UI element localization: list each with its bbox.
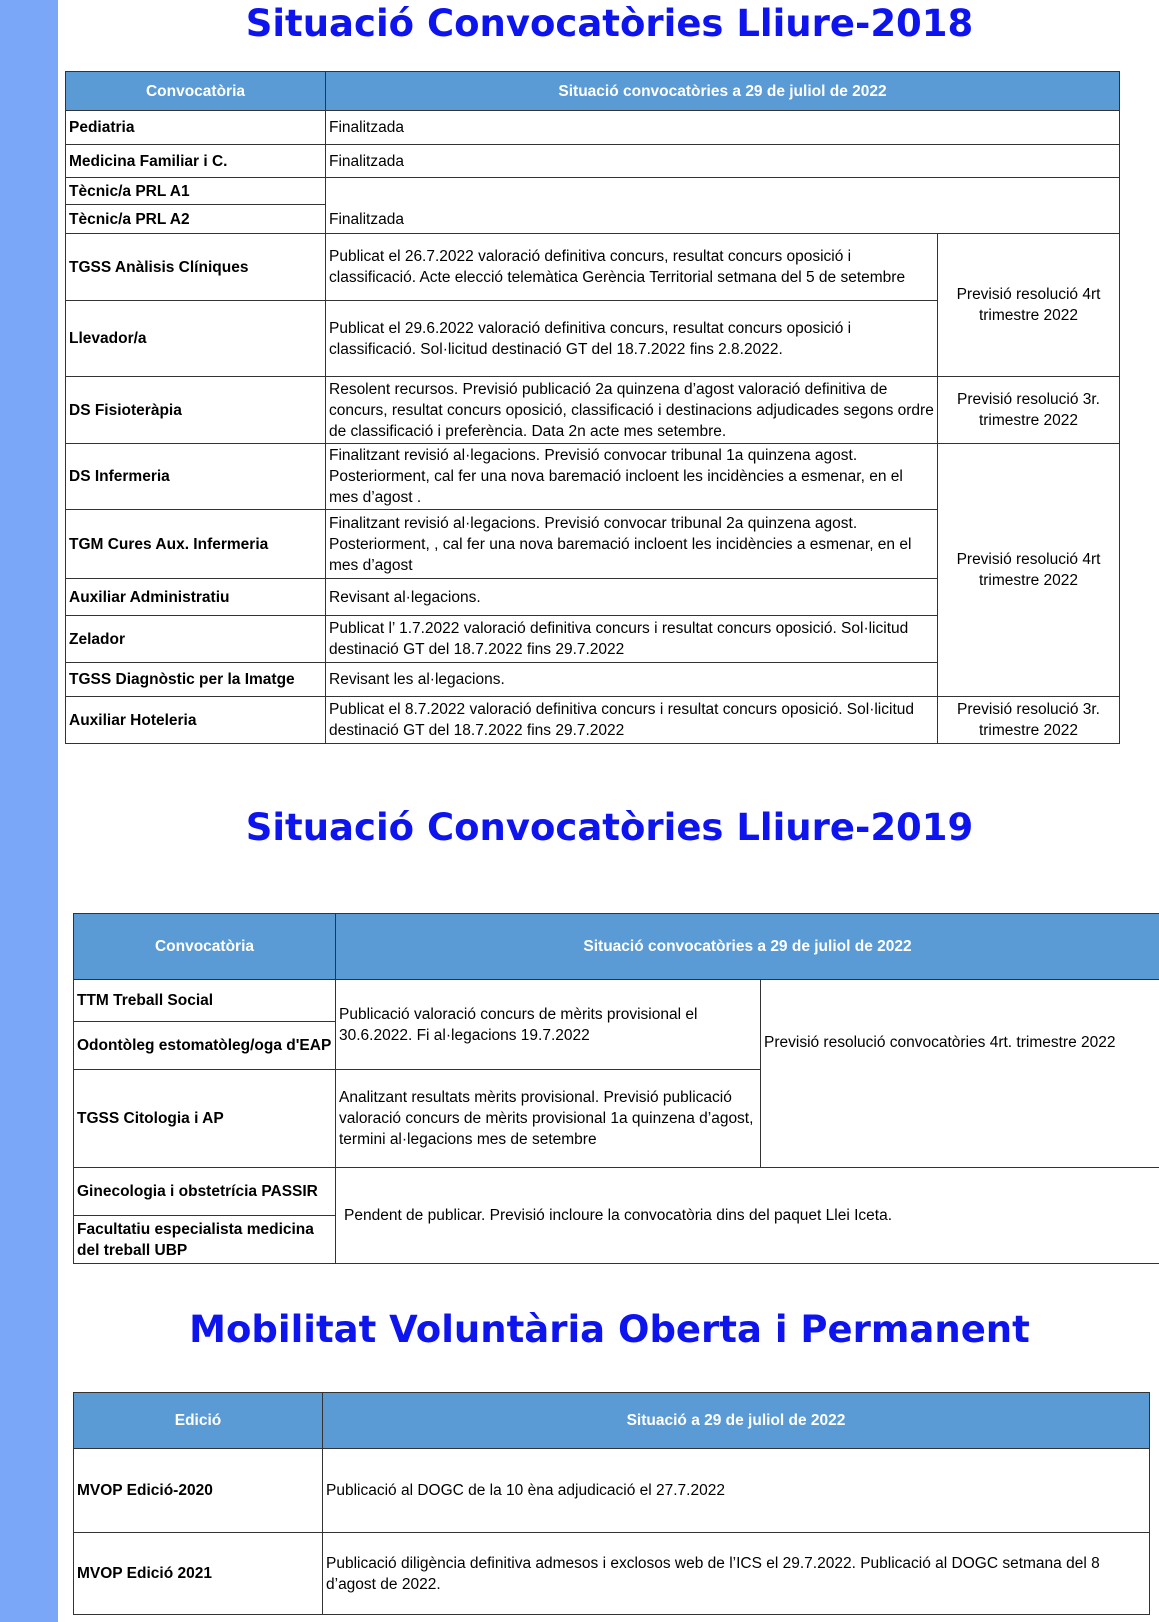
row-name: Facultatiu especialista medicina del treball UBP	[74, 1216, 336, 1264]
row-name: TGSS Anàlisis Clíniques	[66, 234, 326, 301]
row-status: Publicat el 26.7.2022 valoració definitiva concurs, resultat concurs oposició i classificació. Acte elecció telemàtica Gerència Territorial setmana del 5 de setembre	[326, 234, 938, 301]
header-edicio: Edició	[74, 1393, 323, 1449]
header-convocatoria: Convocatòria	[66, 72, 326, 111]
left-sidebar-band	[0, 0, 58, 1622]
table-header	[74, 914, 1159, 980]
row-name: Auxiliar Administratiu	[66, 579, 326, 616]
row-name: TGSS Diagnòstic per la Imatge	[66, 663, 326, 697]
row-status: Pendent de publicar. Previsió incloure la convocatòria dins del paquet Llei Iceta.	[336, 1168, 1159, 1264]
row-name: Ginecologia i obstetrícia PASSIR	[74, 1168, 336, 1216]
table-row	[74, 980, 1159, 1022]
forecast-cell: Previsió resolució 4rt trimestre 2022	[938, 444, 1120, 697]
table-row	[66, 444, 1120, 510]
header-situacio: Situació convocatòries a 29 de juliol de 2022	[326, 72, 1120, 111]
table-mvop	[73, 1392, 1150, 1615]
forecast-cell: Previsió resolució convocatòries 4rt. trimestre 2022	[761, 980, 1159, 1168]
forecast-cell: Previsió resolució 3r. trimestre 2022	[938, 377, 1120, 444]
row-status: Finalitzant revisió al·legacions. Previsió convocar tribunal 1a quinzena agost. Posteriorment, cal fer una nova baremació incloent les incidències a esmenar, en el mes d’agost .	[326, 444, 938, 510]
row-status: Revisant al·legacions.	[326, 579, 938, 616]
row-name: Tècnic/a PRL A1	[66, 178, 326, 205]
row-status: Publicat el 29.6.2022 valoració definitiva concurs, resultat concurs oposició i classificació. Sol·licitud destinació GT del 18.7.2022 fins 2.8.2022.	[326, 301, 938, 377]
row-name: Odontòleg estomatòleg/oga d'EAP	[74, 1022, 336, 1070]
table-2018	[65, 71, 1120, 744]
row-status: Publicat el 8.7.2022 valoració definitiva concurs i resultat concurs oposició. Sol·licitud destinació GT del 18.7.2022 fins 29.7.2022	[326, 697, 938, 744]
header-convocatoria: Convocatòria	[74, 914, 336, 980]
table-row	[66, 178, 1120, 205]
table-row	[66, 111, 1120, 145]
row-status: Analitzant resultats mèrits provisional. Previsió publicació valoració concurs de mèrits provisional 1a quinzena d’agost, termini al·legacions mes de setembre	[336, 1070, 761, 1168]
table-row	[66, 377, 1120, 444]
section-title-2018: Situació Convocatòries Lliure-2018	[245, 2, 974, 45]
row-name: Zelador	[66, 616, 326, 663]
row-name: Auxiliar Hoteleria	[66, 697, 326, 744]
row-name: Pediatria	[66, 111, 326, 145]
forecast-cell: Previsió resolució 3r. trimestre 2022	[938, 697, 1120, 744]
row-status: Finalitzada	[326, 111, 1120, 145]
row-status: Revisant les al·legacions.	[326, 663, 938, 697]
table-row	[66, 234, 1120, 301]
row-status: Publicació valoració concurs de mèrits provisional el 30.6.2022. Fi al·legacions 19.7.2022	[336, 980, 761, 1070]
table-header	[74, 1393, 1150, 1449]
row-status: Publicat l’ 1.7.2022 valoració definitiva concurs i resultat concurs oposició. Sol·licitud destinació GT del 18.7.2022 fins 29.7.2022	[326, 616, 938, 663]
forecast-cell: Previsió resolució 4rt trimestre 2022	[938, 234, 1120, 377]
row-status: Finalitzant revisió al·legacions. Previsió convocar tribunal 2a quinzena agost. Posteriorment, , cal fer una nova baremació incloent les incidències a esmenar, en el mes d’agost	[326, 510, 938, 579]
row-name: DS Infermeria	[66, 444, 326, 510]
table-header	[66, 72, 1120, 111]
table-2019	[73, 913, 1159, 1264]
row-status: Publicació diligència definitiva admesos i exclosos web de l’ICS el 29.7.2022. Publicació al DOGC setmana del 8 d’agost de 2022.	[323, 1533, 1150, 1615]
section-title-mvop: Mobilitat Voluntària Oberta i Permanent	[189, 1308, 1030, 1351]
row-name: DS Fisioteràpia	[66, 377, 326, 444]
table-row	[74, 1533, 1150, 1615]
row-status: Finalitzada	[326, 178, 1120, 234]
row-name: Tècnic/a PRL A2	[66, 205, 326, 234]
row-name: TGM Cures Aux. Infermeria	[66, 510, 326, 579]
row-name: TTM Treball Social	[74, 980, 336, 1022]
row-status: Resolent recursos. Previsió publicació 2a quinzena d’agost valoració definitiva de concurs, resultat concurs oposició, classificació i destinacions adjudicades segons ordre de classificació i preferència. Data 2n acte mes setembre.	[326, 377, 938, 444]
header-situacio: Situació convocatòries a 29 de juliol de 2022	[336, 914, 1159, 980]
table-row	[74, 1449, 1150, 1533]
table-row	[66, 697, 1120, 744]
row-status: Publicació al DOGC de la 10 èna adjudicació el 27.7.2022	[323, 1449, 1150, 1533]
row-name: Medicina Familiar i C.	[66, 145, 326, 178]
row-status: Finalitzada	[326, 145, 1120, 178]
header-situacio: Situació a 29 de juliol de 2022	[323, 1393, 1150, 1449]
table-row	[66, 145, 1120, 178]
row-name: Llevador/a	[66, 301, 326, 377]
row-name: TGSS Citologia i AP	[74, 1070, 336, 1168]
row-name: MVOP Edició 2021	[74, 1533, 323, 1615]
table-row	[74, 1168, 1159, 1216]
section-title-2019: Situació Convocatòries Lliure-2019	[245, 806, 974, 849]
row-name: MVOP Edició-2020	[74, 1449, 323, 1533]
